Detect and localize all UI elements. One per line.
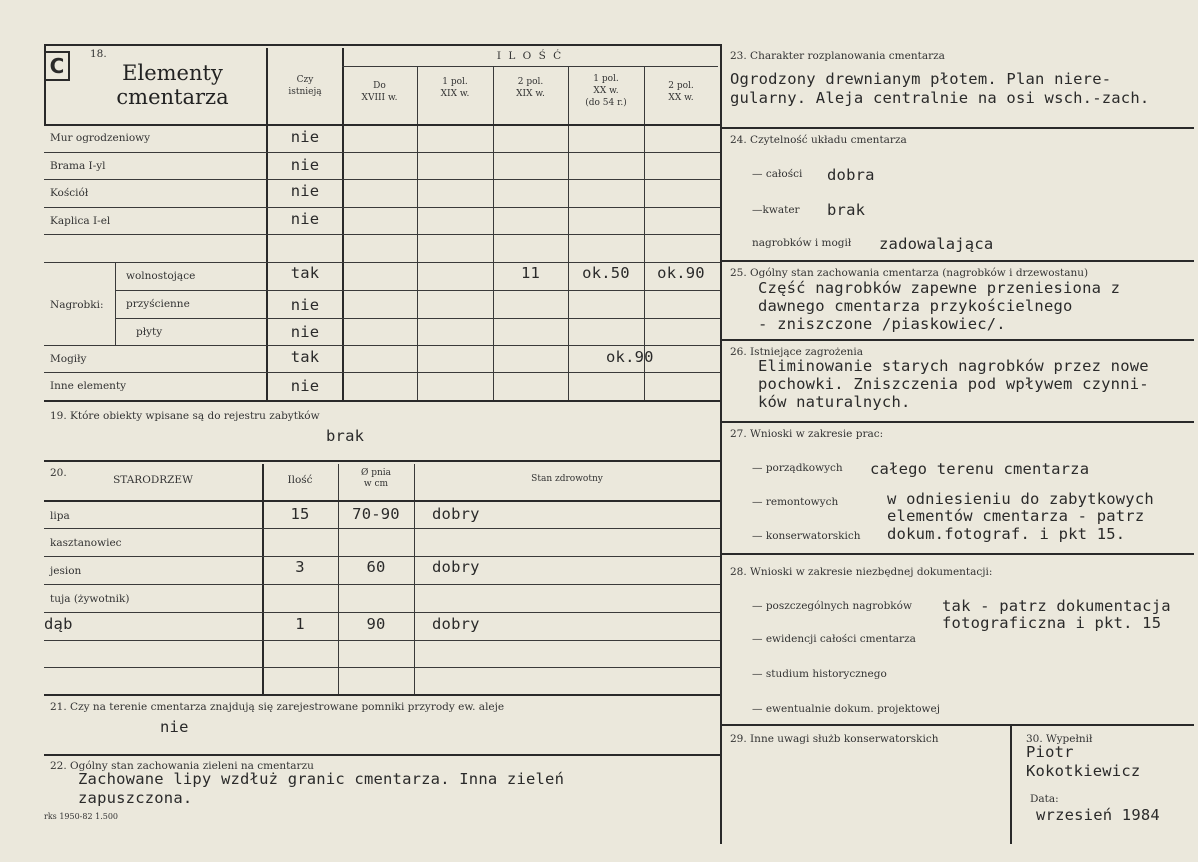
table18-row-line [44,152,720,153]
period-3-line1: 2 pol. [517,77,544,87]
sec24-nagrobkow-label: nagrobków i mogił [752,237,852,249]
sec30-label: 30. Wypełnił [1026,733,1093,745]
sec30-name-line2: Kokotkiewicz [1026,762,1141,780]
period-col-3 [493,76,568,100]
sec25-line1: Część nagrobków zapewne przeniesiona z [758,279,1121,297]
sec27-value-line3: dokum.fotograf. i pkt 15. [887,525,1126,543]
print-footer: rks 1950-82 1.500 [44,812,119,821]
czy-brama: nie [290,156,320,174]
period-4-line1: 1 pol. [593,74,619,84]
sec30-name-line1: Piotr [1026,743,1074,761]
table18-row-line [44,345,720,346]
lipa-ilosc: 15 [290,505,310,523]
sec27-remontowych-label: — remontowych [752,496,839,508]
sec28-ewidencji-label: — ewidencji całości cmentarza [752,633,916,645]
sec23-bottom [722,127,1194,129]
sec25-bottom [722,339,1194,341]
period-col-4 [568,73,644,109]
czy-mur: nie [290,128,320,146]
sec20-number: 20. [50,467,67,479]
col-ilosc: Ilość [287,474,313,486]
czy-mogily: tak [290,348,320,366]
sec27-value-line2: elementów cmentarza - patrz [887,507,1145,525]
table18-row-line [44,179,720,180]
sec24-nagrobkow-value: zadowalająca [879,235,994,253]
table18-row-line [44,207,720,208]
sec25-line3: - zniszczone /piaskowiec/. [758,315,1006,333]
col-czy-istnieja [268,74,342,98]
table18-vline [493,66,494,400]
lipa-stan: dobry [432,505,480,523]
sec19-bottom [44,460,720,462]
table18-row-line [44,262,720,263]
table18-row-line [115,290,720,291]
sec19-answer: brak [326,427,365,445]
sec27-porzadkowych-label: — porządkowych [752,462,843,474]
nagrobki-label: Nagrobki: [50,299,104,311]
period-col-1 [342,80,417,104]
sec23-line1: Ogrodzony drewnianym płotem. Plan niere- [730,70,1112,88]
czy-kosciol: nie [290,182,320,200]
sec18-title-line2: cmentarza [116,85,229,109]
jesion-stan: dobry [432,558,480,576]
table18-row-line [44,372,720,373]
sec24-kwater-label: —kwater [752,204,800,216]
czy-plyty: nie [290,323,320,341]
sec18-title-line1: Elementy [122,61,223,85]
dab-ilosc: 1 [295,615,305,633]
sec26-line3: ków naturalnych. [758,393,911,411]
ilosc-underline [342,66,718,67]
sec22-answer-line1: Zachowane lipy wzdłuż granic cmentarza. Inna zieleń [78,770,565,788]
sec23-line2: gularny. Aleja centralnie na osi wsch.-zach. [730,89,1150,107]
sec26-line1: Eliminowanie starych nagrobków przez nowe [758,357,1149,375]
sec24-question: 24. Czytelność układu cmentarza [730,134,907,146]
sec26-question: 26. Istniejące zagrożenia [730,346,864,358]
ilosc-header: I L O Ś Ć [496,50,564,62]
tree-dab: dąb [44,615,73,633]
col-starodrzew: STARODRZEW [113,474,193,486]
czy-inne: nie [290,377,320,395]
dab-stan: dobry [432,615,480,633]
period-col-2 [417,76,493,100]
tree-kasztanowiec: kasztanowiec [50,537,122,549]
lipa-pnia: 70-90 [352,505,400,523]
sec30-date: wrzesień 1984 [1036,806,1160,824]
table20-vline [414,464,415,694]
sec25-question: 25. Ogólny stan zachowania cmentarza (nagrobków i drzewostanu) [730,267,1089,279]
sec26-line2: pochowki. Zniszczenia pod wpływem czynni- [758,375,1149,393]
table20-vline [338,464,339,694]
sec24-kwater-value: brak [827,201,866,219]
sec30-data-label: Data: [1030,793,1059,805]
sec28-studium-label: — studium historycznego [752,668,887,680]
row-label-mogily: Mogiły [50,353,87,365]
col-pnia [338,468,414,490]
table20-bottom [44,694,720,696]
table18-header-bottom [44,124,720,126]
sec28-poszczegolnych-label: — poszczególnych nagrobków [752,600,912,612]
sec27-value-line1: w odniesieniu do zabytkowych [887,490,1154,508]
row-label-inne: Inne elementy [50,380,127,392]
sec21-bottom [44,754,720,756]
qty-wolnostojace-1pol-xx: ok.50 [582,264,630,282]
sec27-question: 27. Wnioski w zakresie prac: [730,428,884,440]
table20-header-bottom [44,500,720,502]
sec28-value-line1: tak - patrz dokumentacja [942,597,1171,615]
sec27-porzadkowych-value: całego terenu cmentarza [870,460,1090,478]
sec27-konserwatorskich-label: — konserwatorskich [752,530,861,542]
period-2-line2: XIX w. [440,89,470,99]
col-pnia-line2: w cm [363,479,389,489]
col-pnia-line1: Ø pnia [360,468,392,478]
table20-row-line [44,640,720,641]
czy-przyscienne: nie [290,296,320,314]
row-label-brama: Brama I-yl [50,160,106,172]
col-czy-line2: istnieją [288,87,322,97]
col-czy-line1: Czy [296,75,314,85]
sec19-question: 19. Które obiekty wpisane są do rejestru zabytków [50,410,320,422]
sec28-value-line2: fotograficzna i pkt. 15 [942,614,1162,632]
tree-tuja: tuja (żywotnik) [50,593,130,605]
table20-row-line [44,556,720,557]
table20-row-line [44,528,720,529]
table18-row-line [115,318,720,319]
row-label-przyscienne: przyścienne [126,298,190,310]
sec27-bottom [722,553,1194,555]
period-4-line2: XX w. [593,86,619,96]
period-1-line1: Do [373,81,386,91]
period-3-line2: XIX w. [516,89,545,99]
qty-mogily: ok.90 [606,348,654,366]
sec25-line2: dawnego cmentarza przykościelnego [758,297,1073,315]
jesion-ilosc: 3 [295,558,305,576]
sec22-answer-line2: zapuszczona. [78,789,193,807]
sec24-calosci-label: — całości [752,168,803,180]
jesion-pnia: 60 [366,558,386,576]
row-label-kaplica: Kaplica I-el [50,215,111,227]
sec24-calosci-value: dobra [827,166,875,184]
czy-kaplica: nie [290,210,320,228]
sec29-30-divider [1010,726,1012,844]
qty-wolnostojace-2pol-xx: ok.90 [657,264,705,282]
sec21-question: 21. Czy na terenie cmentarza znajdują się zarejestrowane pomniki przyrody ew. aleje [50,701,505,713]
table20-row-line [44,667,720,668]
sec23-question: 23. Charakter rozplanowania cmentarza [730,50,945,62]
sec24-bottom [722,260,1194,262]
czy-wolnostojace: tak [290,264,320,282]
sec28-bottom [722,724,1194,726]
sec28-question: 28. Wnioski w zakresie niezbędnej dokumentacji: [730,566,993,578]
qty-wolnostojace-2pol-xix: 11 [520,264,541,282]
tree-lipa: lipa [50,510,70,522]
sec26-bottom [722,421,1194,423]
sec18-number: 18. [90,48,107,60]
row-label-mur: Mur ogrodzeniowy [50,132,151,144]
sec29-question: 29. Inne uwagi służb konserwatorskich [730,733,939,745]
period-col-5 [644,80,718,104]
row-label-kosciol: Kościół [50,187,89,199]
section-letter-box: C [44,51,70,81]
nagrobki-group-line [115,262,116,345]
row-label-wolnostojace: wolnostojące [126,270,196,282]
table18-vline [568,66,569,400]
sec21-answer: nie [160,718,189,736]
sec22-question: 22. Ogólny stan zachowania zieleni na cmentarzu [50,760,314,772]
dab-pnia: 90 [366,615,386,633]
period-5-line1: 2 pol. [668,81,694,91]
table18-bottom [44,400,720,402]
sec28-projektowej-label: — ewentualnie dokum. projektowej [752,703,940,715]
table18-row-line [44,234,720,235]
period-2-line1: 1 pol. [442,77,468,87]
period-1-line2: XVIII w. [361,93,398,103]
period-4-line3: (do 54 r.) [585,98,627,108]
table20-row-line [44,584,720,585]
table18-vline [417,66,418,400]
tree-jesion: jesion [50,565,82,577]
left-top-border [44,44,720,46]
col-stan-zdrowotny: Stan zdrowotny [531,474,603,484]
table20-row-line [44,612,720,613]
period-5-line2: XX w. [668,93,694,103]
row-label-plyty: płyty [136,326,163,338]
table20-vline [262,464,264,694]
